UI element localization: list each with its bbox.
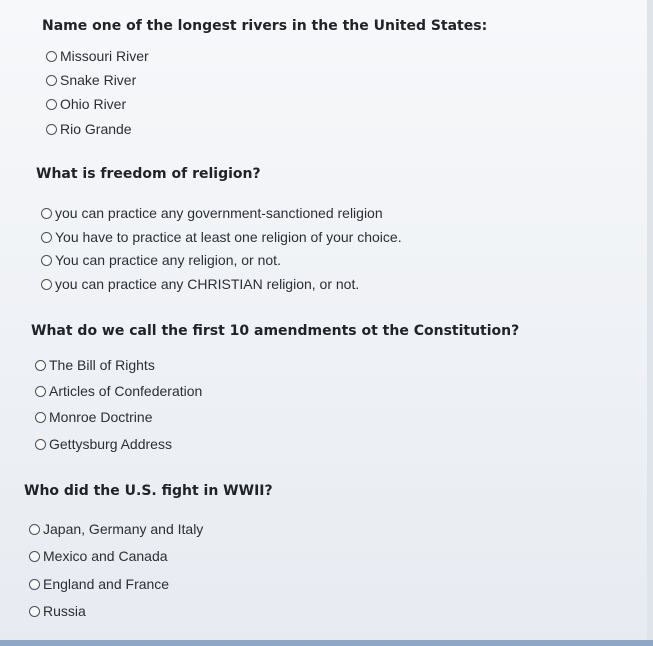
option-label: Japan, Germany and Italy xyxy=(43,521,204,537)
page-edge xyxy=(647,0,653,646)
radio-button[interactable] xyxy=(29,524,40,535)
option-label: Mexico and Canada xyxy=(43,548,168,564)
q4-option-mexico-canada[interactable] xyxy=(29,548,168,564)
radio-button[interactable] xyxy=(29,579,40,590)
radio-button[interactable] xyxy=(41,232,52,243)
option-label: you can practice any government-sanctioned religion xyxy=(55,205,383,221)
option-label: Snake River xyxy=(60,72,137,88)
option-label: Missouri River xyxy=(60,48,149,64)
option-label: You can practice any religion, or not. xyxy=(55,252,281,268)
radio-button[interactable] xyxy=(41,208,52,219)
radio-button[interactable] xyxy=(46,51,57,62)
option-label: Russia xyxy=(43,603,86,619)
question-4-title: Who did the U.S. fight in WWII? xyxy=(24,483,273,499)
question-1-title: Name one of the longest rivers in the the United States: xyxy=(42,18,488,34)
radio-button[interactable] xyxy=(46,75,57,86)
radio-button[interactable] xyxy=(46,99,57,110)
option-label: you can practice any CHRISTIAN religion, or not. xyxy=(55,276,360,292)
option-label: The Bill of Rights xyxy=(49,357,155,373)
q4-option-england-france[interactable] xyxy=(29,576,169,592)
radio-button[interactable] xyxy=(35,439,46,450)
radio-button[interactable] xyxy=(35,412,46,423)
q2-option-christian[interactable] xyxy=(41,276,359,292)
q3-option-bill-of-rights[interactable] xyxy=(35,357,155,373)
radio-button[interactable] xyxy=(41,279,52,290)
option-label: Ohio River xyxy=(60,96,127,112)
option-label: Monroe Doctrine xyxy=(49,409,153,425)
q3-option-gettysburg-address[interactable] xyxy=(35,436,172,452)
q4-option-russia[interactable] xyxy=(29,603,86,619)
q2-option-any-religion[interactable] xyxy=(41,252,281,268)
radio-button[interactable] xyxy=(29,606,40,617)
radio-button[interactable] xyxy=(35,360,46,371)
question-3-title: What do we call the first 10 amendments ot the Constitution? xyxy=(31,323,520,339)
q3-option-monroe-doctrine[interactable] xyxy=(35,409,153,425)
option-label: Articles of Confederation xyxy=(49,383,203,399)
bottom-bar xyxy=(0,640,653,646)
radio-button[interactable] xyxy=(29,551,40,562)
radio-button[interactable] xyxy=(41,255,52,266)
q1-option-missouri-river[interactable] xyxy=(46,48,149,64)
radio-button[interactable] xyxy=(35,386,46,397)
q2-option-government-sanctioned[interactable] xyxy=(41,205,383,221)
q1-option-rio-grande[interactable] xyxy=(46,121,132,137)
q3-option-articles-of-confederation[interactable] xyxy=(35,383,202,399)
option-label: England and France xyxy=(43,576,170,592)
q1-option-snake-river[interactable] xyxy=(46,72,136,88)
q4-option-japan-germany-italy[interactable] xyxy=(29,521,203,537)
option-label: Rio Grande xyxy=(60,121,132,137)
radio-button[interactable] xyxy=(46,124,57,135)
option-label: You have to practice at least one religion of your choice. xyxy=(55,229,402,245)
q1-option-ohio-river[interactable] xyxy=(46,96,126,112)
option-label: Gettysburg Address xyxy=(49,436,172,452)
q2-option-at-least-one[interactable] xyxy=(41,229,402,245)
question-2-title: What is freedom of religion? xyxy=(36,166,261,182)
